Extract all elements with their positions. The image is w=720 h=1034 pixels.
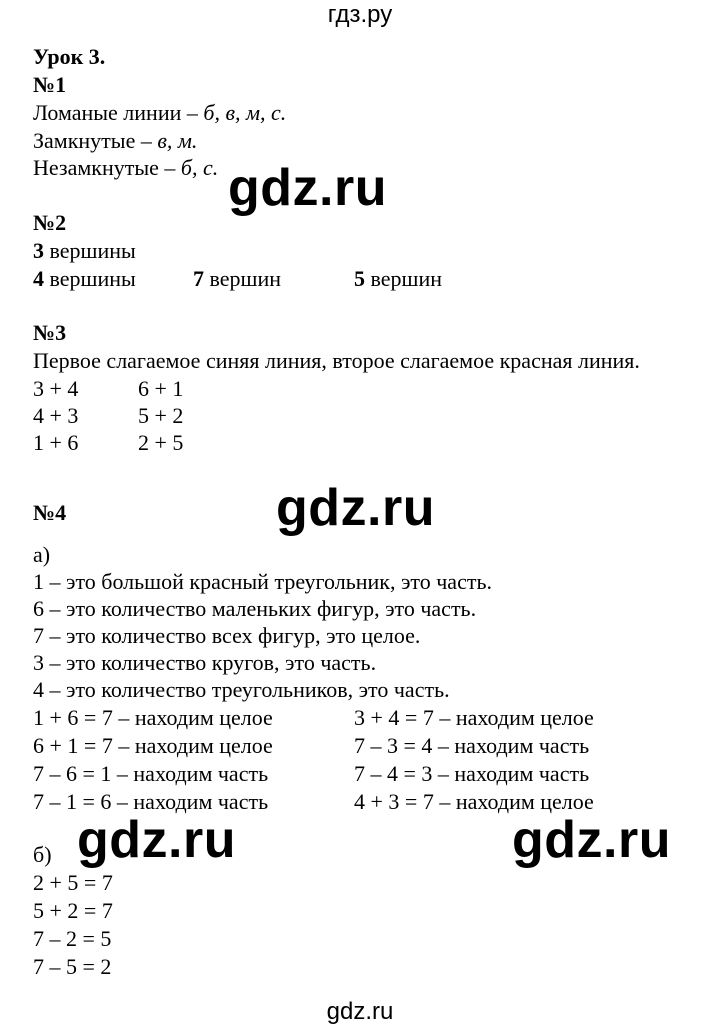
task4-statement: 4 – это количество треугольников, это часть. [33, 677, 450, 702]
task1-label: Незамкнутые – [33, 155, 181, 180]
site-footer: gdz.ru [326, 998, 394, 1025]
task3-sum-right: 2 + 5 [138, 430, 184, 455]
vertex-count: 5 [354, 266, 365, 291]
task1-value: б, с. [180, 155, 219, 180]
task4-part-b: б) [33, 842, 52, 867]
site-header: гдз.ру [327, 1, 393, 28]
task4-equation-left: 7 – 1 = 6 – находим часть [33, 789, 269, 814]
task4-statement: 7 – это количество всех фигур, это целое. [33, 623, 421, 648]
vertex-word: вершины [44, 238, 136, 263]
task2-item [193, 266, 281, 292]
task4-number: №4 [33, 500, 67, 525]
task4-equation-right: 7 – 3 = 4 – находим часть [354, 733, 590, 758]
watermark: gdz.ru [228, 159, 387, 217]
task3-number: №3 [33, 320, 67, 345]
task4-equation-b: 2 + 5 = 7 [33, 870, 113, 895]
task1-label: Ломаные линии – [33, 100, 204, 125]
task4-statement: 1 – это большой красный треугольник, это часть. [33, 569, 492, 594]
task4-equation-left: 6 + 1 = 7 – находим целое [33, 733, 273, 758]
watermark: gdz.ru [77, 811, 236, 869]
task2-item [33, 266, 136, 292]
task1-line [33, 100, 286, 126]
task4-statement: 3 – это количество кругов, это часть. [33, 650, 377, 675]
watermark: gdz.ru [276, 479, 435, 537]
task1-value: б, в, м, с. [203, 100, 287, 125]
vertex-count: 3 [33, 238, 44, 263]
task3-sum-right: 6 + 1 [138, 376, 184, 401]
task4-equation-right: 7 – 4 = 3 – находим часть [354, 761, 590, 786]
lesson-title: Урок 3. [33, 44, 106, 69]
task4-equation-left: 7 – 6 = 1 – находим часть [33, 761, 269, 786]
task2-item [354, 266, 442, 292]
task3-sum-left: 4 + 3 [33, 403, 79, 428]
task3-sum-left: 1 + 6 [33, 430, 79, 455]
vertex-word: вершины [44, 266, 136, 291]
vertex-word: вершин [204, 266, 282, 291]
task4-statement: 6 – это количество маленьких фигур, это часть. [33, 596, 477, 621]
watermark: gdz.ru [512, 811, 671, 869]
task4-equation-b: 5 + 2 = 7 [33, 898, 113, 923]
task1-number: №1 [33, 72, 67, 97]
task1-value: в, м. [157, 128, 198, 153]
vertex-count: 4 [33, 266, 44, 291]
task1-line [33, 128, 197, 154]
task3-sum-left: 3 + 4 [33, 376, 79, 401]
task2-item [33, 238, 136, 264]
task4-equation-b: 7 – 5 = 2 [33, 954, 112, 979]
task4-equation-b: 7 – 2 = 5 [33, 926, 112, 951]
task4-part-a: а) [33, 542, 51, 567]
vertex-count: 7 [193, 266, 204, 291]
task4-equation-right: 4 + 3 = 7 – находим целое [354, 789, 594, 814]
task4-equation-right: 3 + 4 = 7 – находим целое [354, 705, 594, 730]
task1-line [33, 155, 218, 181]
task3-sum-right: 5 + 2 [138, 403, 184, 428]
task2-number: №2 [33, 210, 67, 235]
vertex-word: вершин [365, 266, 443, 291]
task3-text: Первое слагаемое синяя линия, второе слагаемое красная линия. [33, 348, 640, 373]
task4-equation-left: 1 + 6 = 7 – находим целое [33, 705, 273, 730]
task1-label: Замкнутые – [33, 128, 158, 153]
